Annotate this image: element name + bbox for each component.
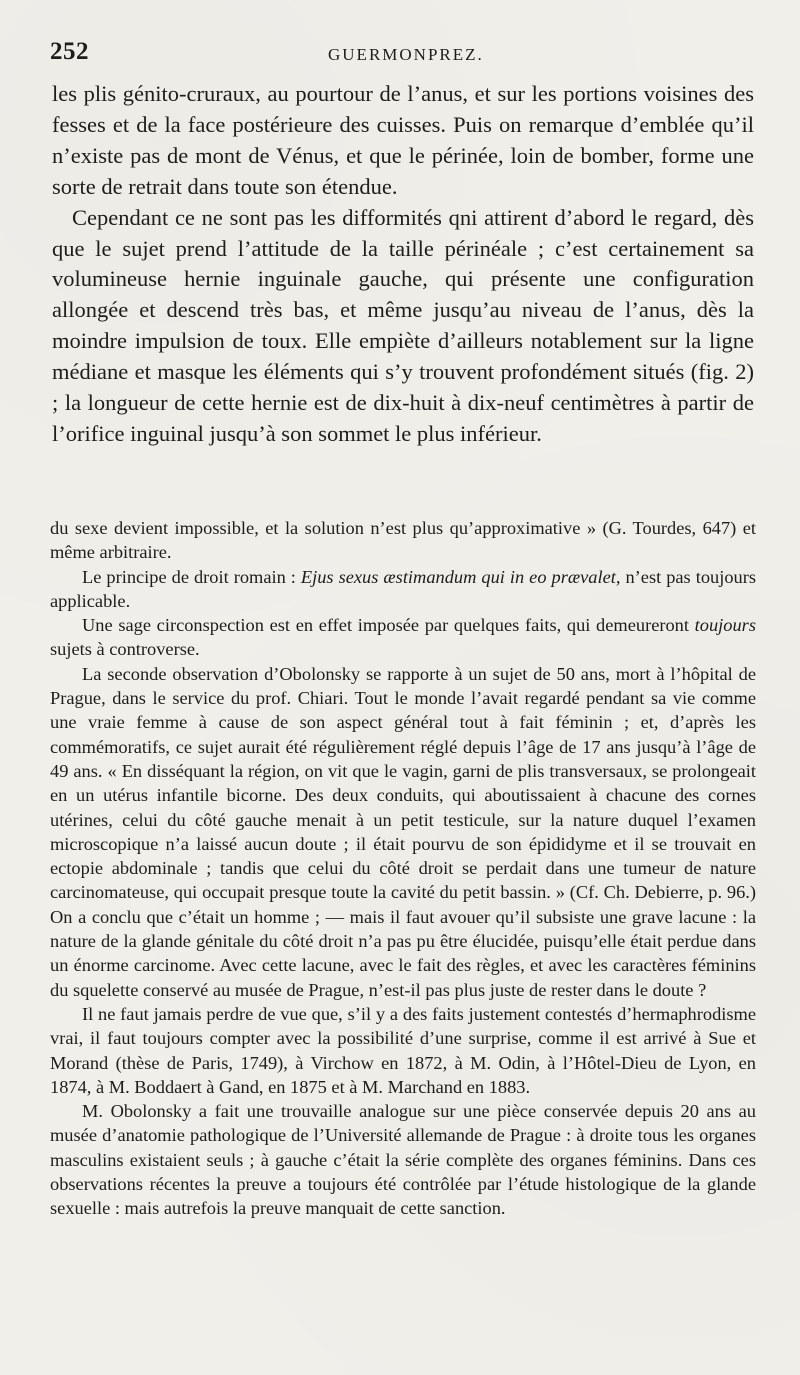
footnote-paragraph-2-text-end: n’est pas toujours applicable. [50,566,756,611]
running-head: GUERMONPREZ. [328,45,484,64]
footnotes [50,516,756,1221]
footnote-paragraph-4: La seconde observation d’Obolonsky se rapporte à un sujet de 50 ans, mort à l’hôpital de Prague, dans le service du prof. Chiari. Tout le monde l’avait regardé pendant sa vie comme une vraie femme à cause de son aspect général tout à fait féminin ; et, d’après les commémoratifs, ce sujet aurait été régulièrement réglé depuis l’âge de 17 ans jusqu’à l’âge de 49 ans. « En disséquant la région, on vit que le vagin, garni de plis transversaux, se prolongeait en un utérus infantile bicorne. Des deux conduits, qui aboutissaient à chacune des cornes utérines, celui du côté gauche menait à un petit testicule, sur la nature duquel l’examen microscopique n’a laissé aucun doute ; il était pourvu de son épididyme et il se trouvait en ectopie abdominale ; tandis que celui du côté droit se perdait dans une tumeur de nature carcinomateuse, qui occupait presque toute la cavité du petit bassin. » (Cf. Ch. Debierre, p. 96.) On a conclu que c’était un homme ; — mais il faut avouer qu’il subsiste une grave lacune : la nature de la glande génitale du côté droit n’a pas pu être élucidée, puisqu’elle était perdue dans un énorme carcinome. Avec cette lacune, avec le fait des règles, et avec les caractères féminins du squelette conservé au musée de Prague, n’est-il pas plus juste de rester dans le doute ? [50,663,756,1000]
footnote-paragraph-5: Il ne faut jamais perdre de vue que, s’il y a des faits justement contestés d’hermaphrodisme vrai, il faut toujours compter avec la possibilité d’une surprise, comme il est arrivé à Sue et Morand (thèse de Paris, 1749), à Virchow en 1872, à M. Odin, à l’Hôtel-Dieu de Lyon, en 1874, à M. Boddaert à Gand, en 1875 et à M. Marchand en 1883. [50,1003,756,1097]
footnote-paragraph-2-text-start: Le principe de droit romain : [82,566,301,587]
footnote-paragraph-6: M. Obolonsky a fait une trouvaille analogue sur une pièce conservée depuis 20 ans au musée d’anatomie pathologique de l’Université allemande de Prague : à droite tous les organes masculins existaient seuls ; à gauche c’était la série complète des organes féminins. Dans ces observations récentes la preuve a toujours été contrôlée par l’étude histologique de la glande sexuelle : mais autrefois la preuve manquait de cette sanction. [50,1101,756,1219]
footnote-paragraph-3-text-end: sujets à controverse. [50,639,200,660]
footnote-latin-maxim: Ejus sexus æstimandum qui in eo prævalet, [300,566,621,587]
footnote-paragraph-1: du sexe devient impossible, et la solution n’est plus qu’approximative » (G. Tourdes, 647) et même arbitraire. [50,518,756,563]
footnote-paragraph-2 [50,565,756,614]
page-number: 252 [50,38,89,65]
footnote-italic-toujours: toujours [694,615,756,636]
footnote-paragraph-3-text-start: Une sage circonspection est en effet imposée par quelques faits, qui demeureront [82,615,695,636]
main-paragraph-2: Cependant ce ne sont pas les difformités qni attirent d’abord le regard, dès que le sujet prend l’attitude de la taille périnéale ; c’est certainement sa volumineuse hernie inguinale gauche, qui présente une configuration allongée et descend très bas, et même jusqu’au niveau de l’anus, dès la moindre impulsion de toux. Elle empiète d’ailleurs notablement sur la ligne médiane et masque les éléments qui s’y trouvent profondément situés (fig. 2) ; la longueur de cette hernie est de dix-huit à dix-neuf centimètres à partir de l’orifice inguinal jusqu’à son sommet le plus inférieur. [52,204,754,446]
page-header [50,38,750,70]
main-paragraph-1: les plis génito-cruraux, au pourtour de l’anus, et sur les portions voisines des fesses et de la face postérieure des cuisses. Puis on remarque d’emblée qu’il n’existe pas de mont de Vénus, et que le périnée, loin de bomber, forme une sorte de retrait dans toute son étendue. [52,81,754,199]
footnote-paragraph-3 [50,613,756,662]
main-text [52,79,754,450]
